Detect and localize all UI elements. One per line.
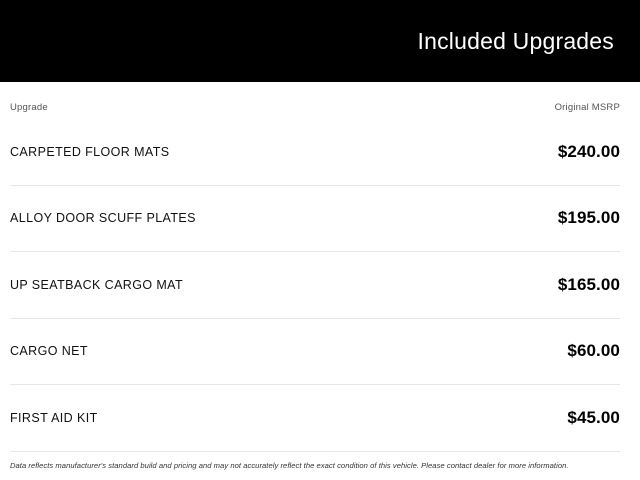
table-row	[10, 186, 620, 253]
table-row	[10, 252, 620, 319]
table-row	[10, 319, 620, 386]
upgrade-name: CARPETED FLOOR MATS	[10, 144, 170, 159]
upgrade-price: $195.00	[557, 208, 620, 228]
table-body	[10, 119, 620, 452]
column-header-msrp: Original MSRP	[554, 102, 620, 113]
upgrade-name: ALLOY DOOR SCUFF PLATES	[10, 211, 196, 226]
column-header-upgrade: Upgrade	[10, 102, 48, 113]
table-column-headers	[10, 82, 620, 119]
table-row	[10, 119, 620, 186]
disclaimer-text: Data reflects manufacturer's standard build and pricing and may not accurately reflect the exact condition of this vehicle. Please contact dealer for more information.	[10, 460, 569, 470]
upgrade-price: $240.00	[557, 141, 620, 161]
upgrade-price: $60.00	[567, 341, 620, 361]
page-title: Included Upgrades	[417, 27, 614, 54]
upgrade-price: $45.00	[567, 407, 620, 427]
header-band	[0, 0, 640, 82]
upgrade-name: UP SEATBACK CARGO MAT	[10, 277, 184, 292]
upgrade-price: $165.00	[557, 274, 620, 294]
table-row	[10, 385, 620, 452]
upgrade-name: CARGO NET	[10, 344, 88, 359]
upgrade-name: FIRST AID KIT	[10, 410, 98, 425]
upgrades-table	[0, 82, 640, 470]
